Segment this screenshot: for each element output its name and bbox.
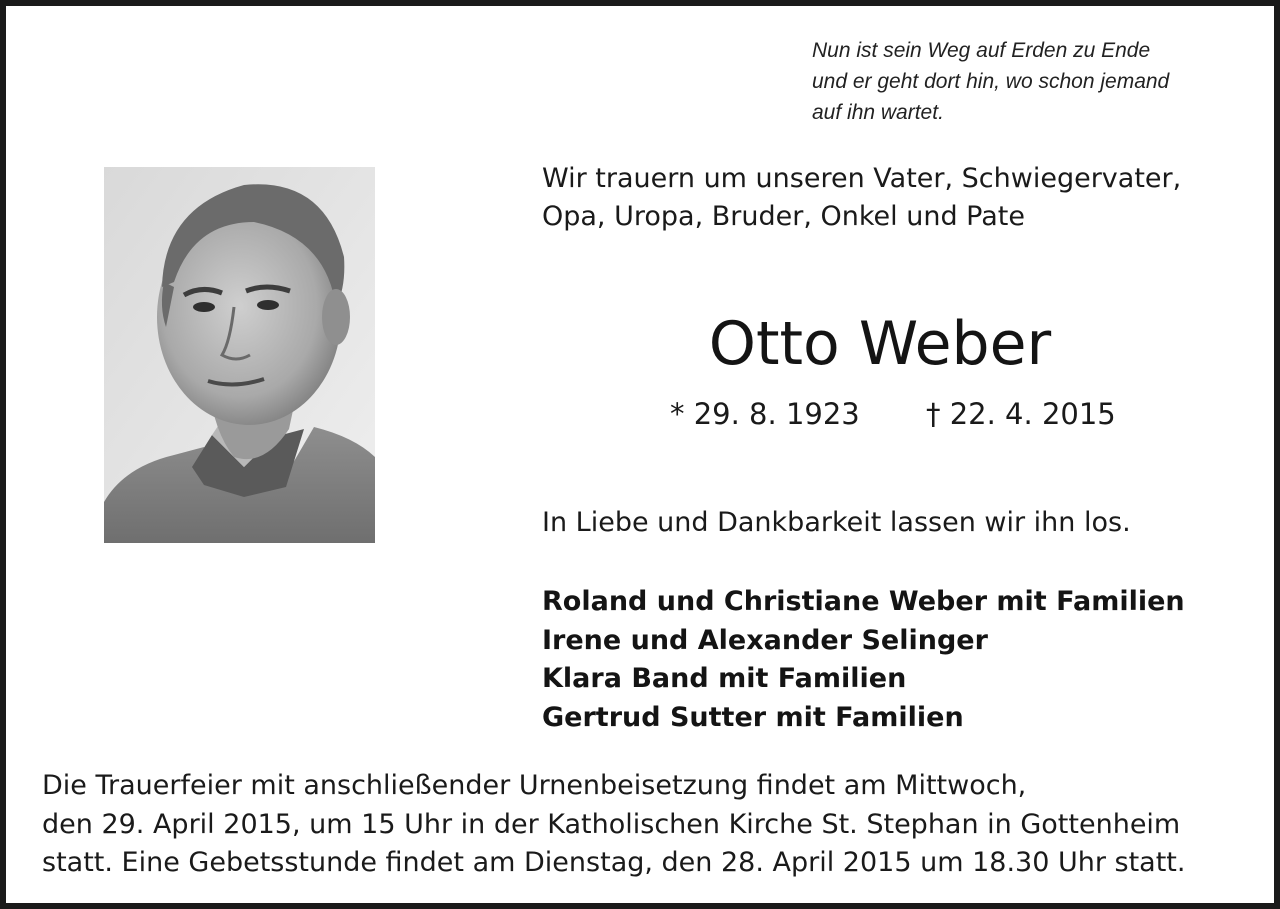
motto-line: und er geht dort hin, wo schon jemand bbox=[812, 70, 1170, 93]
service-line: den 29. April 2015, um 15 Uhr in der Katholischen Kirche St. Stephan in Gottenheim bbox=[42, 808, 1181, 840]
mourner-entry: Gertrud Sutter mit Familien bbox=[542, 701, 964, 733]
service-line: statt. Eine Gebetsstunde findet am Dienstag, den 28. April 2015 um 18.30 Uhr statt. bbox=[42, 847, 1186, 878]
intro-line: Opa, Uropa, Bruder, Onkel und Pate bbox=[542, 201, 1025, 232]
motto-line: Nun ist sein Weg auf Erden zu Ende bbox=[812, 39, 1151, 62]
memorial-motto bbox=[812, 35, 1272, 128]
death-date: † 22. 4. 2015 bbox=[926, 397, 1116, 431]
motto-line: auf ihn wartet. bbox=[812, 101, 944, 124]
birth-date: * 29. 8. 1923 bbox=[670, 397, 860, 431]
portrait-illustration bbox=[104, 167, 375, 543]
deceased-name: Otto Weber bbox=[708, 309, 1052, 379]
service-details bbox=[42, 767, 1185, 883]
mourners-list bbox=[542, 583, 1185, 737]
service-line: Die Trauerfeier mit anschließender Urnenbeisetzung findet am Mittwoch, bbox=[42, 770, 1027, 801]
intro-line: Wir trauern um unseren Vater, Schwiegervater, bbox=[542, 163, 1182, 194]
farewell-text: In Liebe und Dankbarkeit lassen wir ihn los. bbox=[542, 507, 1131, 538]
portrait-photo bbox=[104, 167, 375, 543]
mourner-entry: Roland und Christiane Weber mit Familien bbox=[542, 586, 1185, 617]
mourning-intro bbox=[542, 160, 1181, 236]
mourner-entry: Irene und Alexander Selinger bbox=[542, 624, 988, 656]
mourner-entry: Klara Band mit Familien bbox=[542, 663, 907, 694]
